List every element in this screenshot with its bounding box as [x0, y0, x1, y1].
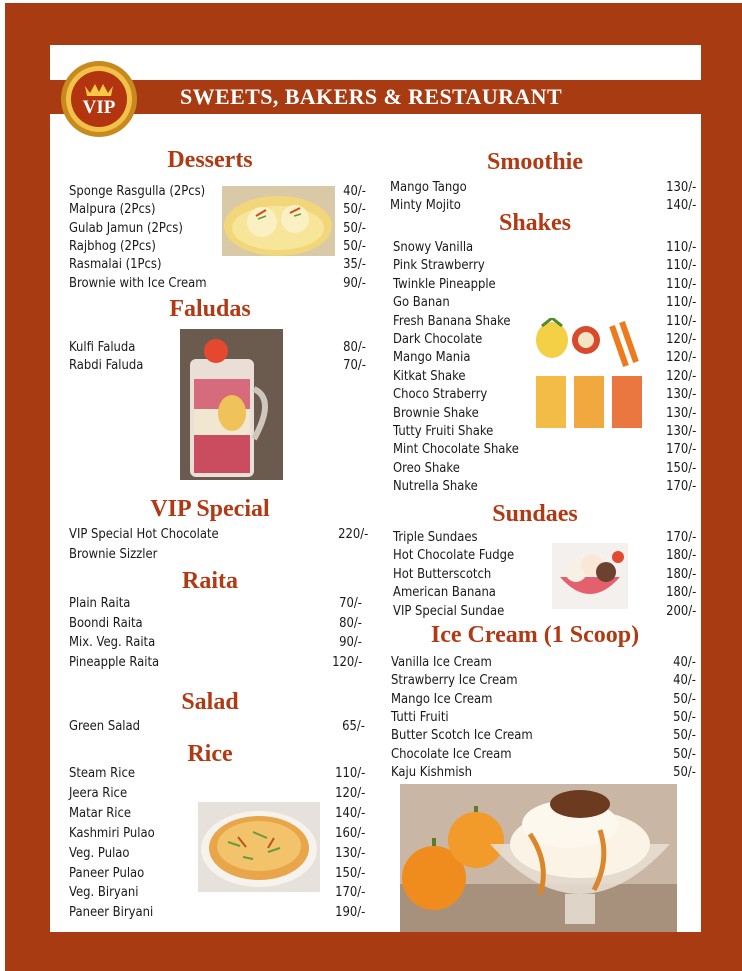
menu-item-name: Dark Chocolate — [393, 332, 483, 347]
menu-item-price: 40/- — [673, 655, 696, 670]
section-heading-faludas: Faludas — [169, 296, 251, 322]
menu-item-name: Snowy Vanilla — [393, 240, 474, 255]
menu-item-price: 65/- — [342, 719, 365, 734]
section-heading-shakes: Shakes — [498, 210, 572, 236]
menu-item-price: 140/- — [665, 198, 696, 214]
menu-item-name: Chocolate Ice Cream — [391, 746, 512, 762]
menu-item-price: 70/- — [343, 358, 366, 374]
menu-item-price: 170/- — [665, 479, 696, 495]
section-heading-desserts: Desserts — [167, 147, 253, 173]
menu-item-name: Paneer Pulao — [69, 865, 145, 881]
menu-item-name: Rajbhog (2Pcs) — [69, 238, 156, 254]
menu-item-name: Tutti Fruiti — [391, 709, 449, 725]
menu-item-name: Kulfi Faluda — [69, 340, 136, 355]
menu-item-name: VIP Special Sundae — [393, 603, 505, 619]
menu-item-price: 200/- — [665, 603, 696, 619]
svg-text:VIP: VIP — [82, 97, 116, 118]
menu-item-price: 50/- — [343, 202, 366, 218]
menu-item-price: 50/- — [343, 220, 366, 236]
menu-item-price: 110/- — [334, 766, 365, 781]
menu-item-price: 70/- — [339, 596, 362, 611]
menu-item-name: Mango Ice Cream — [391, 691, 493, 707]
menu-item-name: Jeera Rice — [69, 785, 128, 801]
menu-item-name: Tutty Fruiti Shake — [393, 424, 494, 439]
menu-item-price: 110/- — [665, 313, 696, 329]
menu-item-price: 120/- — [665, 350, 696, 366]
menu-item-price: 180/- — [665, 548, 696, 564]
rice-photo — [198, 802, 320, 892]
menu-item-name: American Banana — [393, 585, 496, 601]
menu-item-price: 150/- — [334, 865, 365, 881]
menu-item-name: Fresh Banana Shake — [393, 313, 511, 329]
menu-item-name: Veg. Biryani — [69, 885, 139, 901]
menu-item-name: Veg. Pulao — [69, 845, 130, 861]
menu-item-price: 80/- — [343, 340, 366, 355]
menu-item-price: 110/- — [665, 240, 696, 255]
menu-item-price: 120/- — [331, 655, 362, 671]
menu-item-name: Brownie with Ice Cream — [69, 275, 207, 291]
menu-item-price: 50/- — [673, 746, 696, 762]
menu-item-name: Oreo Shake — [393, 460, 460, 476]
menu-item-name: Boondi Raita — [69, 615, 143, 631]
section-heading-rice: Rice — [187, 741, 233, 767]
menu-item-name: Minty Mojito — [390, 198, 461, 214]
sundae-photo — [552, 543, 628, 609]
menu-item-name: Nutrella Shake — [393, 479, 478, 495]
menu-item-price: 50/- — [343, 238, 366, 254]
juice-photo — [530, 318, 648, 433]
menu-item-price: 120/- — [665, 332, 696, 347]
menu-item-price: 150/- — [665, 460, 696, 476]
menu-item-price: 160/- — [334, 825, 365, 841]
menu-item-name: Kaju Kishmish — [391, 764, 472, 780]
section-heading-smoothie: Smoothie — [487, 149, 583, 175]
menu-item-name: Paneer Biryani — [69, 905, 154, 921]
menu-item-price: 110/- — [665, 295, 696, 311]
menu-item-name: Malpura (2Pcs) — [69, 202, 156, 218]
menu-item-name: Twinkle Pineapple — [393, 276, 496, 292]
menu-item-price: 80/- — [339, 615, 362, 631]
ice-cream-photo — [400, 784, 677, 932]
menu-item-name: Pink Strawberry — [393, 258, 485, 274]
rasgulla-photo — [222, 186, 335, 256]
menu-item-name: Pineapple Raita — [69, 655, 160, 671]
menu-item-name: Steam Rice — [69, 766, 135, 781]
menu-item-name: Butter Scotch Ice Cream — [391, 728, 533, 744]
menu-item-name: Strawberry Ice Cream — [391, 673, 518, 689]
menu-item-name: Rasmalai (1Pcs) — [69, 257, 162, 273]
menu-item-price: 130/- — [665, 387, 696, 403]
menu-item-name: Sponge Rasgulla (2Pcs) — [69, 184, 206, 199]
menu-item-name: Brownie Sizzler — [69, 546, 158, 562]
menu-item-price: 35/- — [343, 257, 366, 273]
menu-item-name: Kashmiri Pulao — [69, 825, 155, 841]
menu-item-price: 170/- — [665, 442, 696, 458]
menu-item-name: Triple Sundaes — [393, 530, 478, 545]
menu-item-price: 50/- — [673, 764, 696, 780]
menu-item-price: 40/- — [673, 673, 696, 689]
menu-item-name: VIP Special Hot Chocolate — [69, 527, 219, 542]
menu-item-price: 110/- — [665, 258, 696, 274]
menu-item-name: Mix. Veg. Raita — [69, 635, 156, 651]
section-heading-sundaes: Sundaes — [492, 501, 578, 527]
menu-item-price: 50/- — [673, 709, 696, 725]
menu-item-name: Gulab Jamun (2Pcs) — [69, 220, 183, 236]
menu-item-name: Vanilla Ice Cream — [391, 655, 492, 670]
menu-item-price: 180/- — [665, 585, 696, 601]
menu-item-name: Hot Butterscotch — [393, 566, 492, 582]
menu-item-name: Kitkat Shake — [393, 368, 466, 384]
section-heading-ice-cream: Ice Cream (1 Scoop) — [430, 622, 640, 648]
section-heading-raita: Raita — [182, 568, 238, 594]
menu-item-price: 190/- — [334, 905, 365, 921]
menu-item-name: Rabdi Faluda — [69, 358, 144, 374]
menu-item-price: 130/- — [665, 405, 696, 421]
menu-item-price: 220/- — [337, 527, 368, 542]
menu-item-name: Go Banan — [393, 295, 450, 311]
menu-item-price: 90/- — [339, 635, 362, 651]
menu-item-name: Mango Mania — [393, 350, 471, 366]
menu-item-price: 110/- — [665, 276, 696, 292]
menu-item-price: 130/- — [665, 424, 696, 439]
menu-item-price: 50/- — [673, 728, 696, 744]
menu-item-name: Matar Rice — [69, 805, 132, 821]
menu-item-name: Mango Tango — [390, 180, 467, 195]
menu-item-price: 40/- — [343, 184, 366, 199]
menu-item-name: Mint Chocolate Shake — [393, 442, 519, 458]
menu-item-price: 50/- — [673, 691, 696, 707]
menu-item-price: 130/- — [665, 180, 696, 195]
section-heading-vip-special: VIP Special — [150, 496, 270, 522]
menu-item-price: 170/- — [665, 530, 696, 545]
menu-item-name: Hot Chocolate Fudge — [393, 548, 515, 564]
menu-item-price: 130/- — [334, 845, 365, 861]
menu-item-price: 120/- — [665, 368, 696, 384]
section-heading-salad: Salad — [181, 689, 239, 715]
menu-item-name: Choco Straberry — [393, 387, 488, 403]
menu-item-price: 90/- — [343, 275, 366, 291]
vip-logo — [60, 60, 138, 138]
restaurant-title: SWEETS, BAKERS & RESTAURANT — [180, 84, 563, 109]
menu-item-name: Brownie Shake — [393, 405, 479, 421]
menu-item-price: 120/- — [334, 785, 365, 801]
faluda-photo — [180, 329, 283, 480]
menu-item-price: 140/- — [334, 805, 365, 821]
menu-item-name: Green Salad — [69, 719, 141, 734]
menu-item-price: 180/- — [665, 566, 696, 582]
menu-item-name: Plain Raita — [69, 596, 131, 611]
menu-item-price: 170/- — [334, 885, 365, 901]
